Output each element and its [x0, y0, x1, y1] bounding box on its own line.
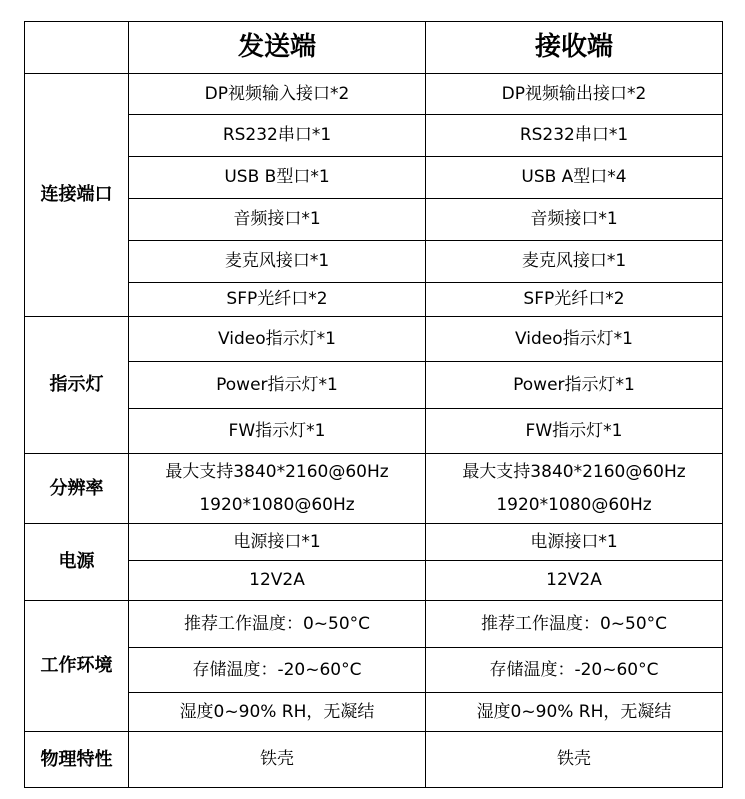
table-row — [25, 317, 723, 362]
table-row — [25, 732, 723, 788]
sender-cell: Power指示灯*1 — [129, 362, 426, 409]
category-physical: 物理特性 — [25, 732, 129, 788]
sender-cell — [129, 454, 426, 524]
table-row — [25, 561, 723, 601]
corner-cell — [25, 22, 129, 74]
table-row — [25, 115, 723, 157]
table-header-row — [25, 22, 723, 74]
receiver-cell: 音频接口*1 — [426, 199, 723, 241]
sender-cell: 推荐工作温度：0~50°C — [129, 601, 426, 648]
receiver-cell: FW指示灯*1 — [426, 409, 723, 454]
sender-cell: DP视频输入接口*2 — [129, 74, 426, 115]
receiver-cell: 电源接口*1 — [426, 524, 723, 561]
category-ports: 连接端口 — [25, 74, 129, 317]
resolution-alt-line: 1920*1080@60Hz — [199, 494, 355, 515]
sender-cell: 电源接口*1 — [129, 524, 426, 561]
table-row — [25, 74, 723, 115]
table-row — [25, 409, 723, 454]
receiver-cell: 推荐工作温度：0~50°C — [426, 601, 723, 648]
receiver-cell: USB A型口*4 — [426, 157, 723, 199]
sender-cell: 铁壳 — [129, 732, 426, 788]
sender-cell: 湿度0~90% RH，无凝结 — [129, 693, 426, 732]
sender-column-header: 发送端 — [129, 22, 426, 74]
table-row — [25, 241, 723, 283]
sender-cell: FW指示灯*1 — [129, 409, 426, 454]
receiver-cell: Video指示灯*1 — [426, 317, 723, 362]
table-row — [25, 283, 723, 317]
table-row — [25, 362, 723, 409]
receiver-cell: 12V2A — [426, 561, 723, 601]
sender-cell: Video指示灯*1 — [129, 317, 426, 362]
receiver-column-header: 接收端 — [426, 22, 723, 74]
sender-cell: 麦克风接口*1 — [129, 241, 426, 283]
table-row — [25, 199, 723, 241]
table-row — [25, 601, 723, 648]
spec-table — [24, 21, 723, 788]
category-resolution: 分辨率 — [25, 454, 129, 524]
sender-cell: SFP光纤口*2 — [129, 283, 426, 317]
sender-cell: 12V2A — [129, 561, 426, 601]
table-row — [25, 157, 723, 199]
sender-cell: 音频接口*1 — [129, 199, 426, 241]
category-environment: 工作环境 — [25, 601, 129, 732]
category-power: 电源 — [25, 524, 129, 601]
receiver-cell — [426, 454, 723, 524]
receiver-cell: 铁壳 — [426, 732, 723, 788]
resolution-max-line: 最大支持3840*2160@60Hz — [165, 461, 389, 482]
receiver-cell: DP视频输出接口*2 — [426, 74, 723, 115]
receiver-cell: 存储温度：-20~60°C — [426, 648, 723, 693]
table-row — [25, 648, 723, 693]
category-indicators: 指示灯 — [25, 317, 129, 454]
receiver-cell: 湿度0~90% RH，无凝结 — [426, 693, 723, 732]
sender-cell: 存储温度：-20~60°C — [129, 648, 426, 693]
table-row — [25, 454, 723, 524]
table-row — [25, 524, 723, 561]
receiver-cell: Power指示灯*1 — [426, 362, 723, 409]
resolution-max-line: 最大支持3840*2160@60Hz — [462, 461, 686, 482]
receiver-cell: 麦克风接口*1 — [426, 241, 723, 283]
receiver-cell: SFP光纤口*2 — [426, 283, 723, 317]
receiver-cell: RS232串口*1 — [426, 115, 723, 157]
resolution-alt-line: 1920*1080@60Hz — [496, 494, 652, 515]
sender-cell: USB B型口*1 — [129, 157, 426, 199]
sender-cell: RS232串口*1 — [129, 115, 426, 157]
table-row — [25, 693, 723, 732]
